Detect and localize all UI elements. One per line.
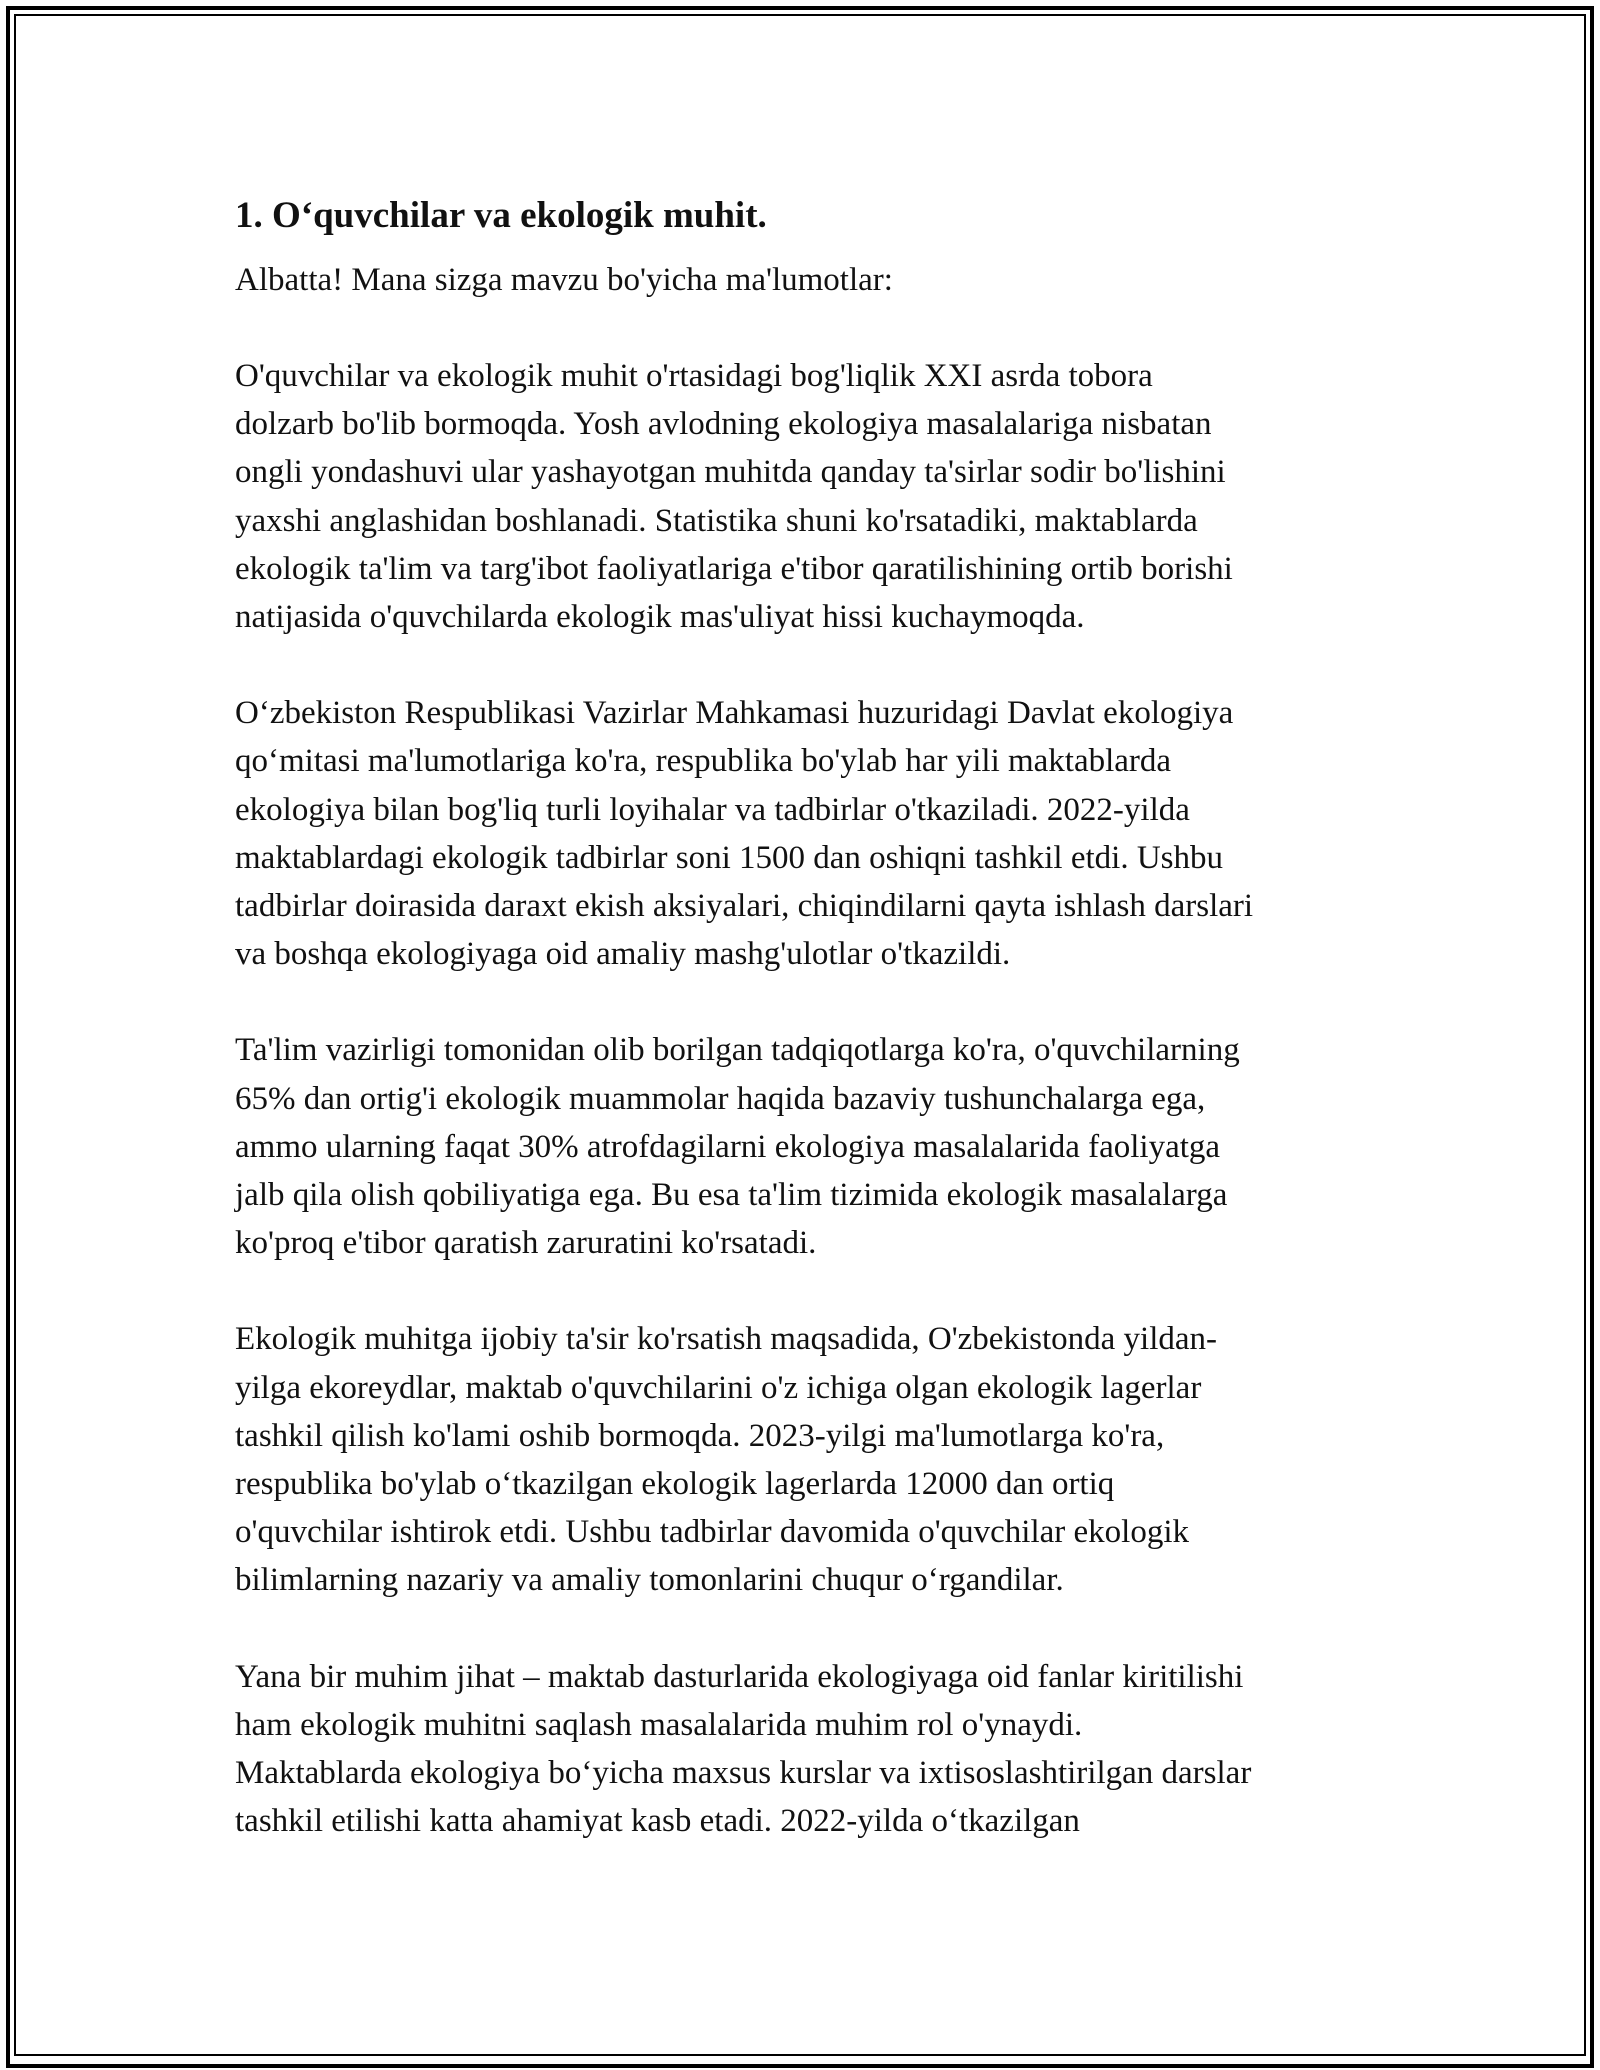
text-line: natijasida o'quvchilarda ekologik mas'uliyat hissi kuchaymoqda.: [235, 599, 1085, 636]
text-line: O‘zbekiston Respublikasi Vazirlar Mahkamasi huzuridagi Davlat ekologiya: [235, 695, 1234, 732]
text-line: 65% dan ortig'i ekologik muammolar haqida bazaviy tushunchalarga ega,: [235, 1080, 1206, 1117]
text-line: respublika bo'ylab o‘tkazilgan ekologik lagerlarda 12000 dan ortiq: [235, 1466, 1115, 1503]
text-line: ongli yondashuvi ular yashayotgan muhitda qanday ta'sirlar sodir bo'lishini: [235, 454, 1226, 491]
text-line: ekologik ta'lim va targ'ibot faoliyatlariga e'tibor qaratilishining ortib borishi: [235, 550, 1233, 587]
intro-text: Albatta! Mana sizga mavzu bo'yicha ma'lumotlar:: [235, 262, 893, 298]
paragraph: [235, 689, 1395, 978]
text-line: o'quvchilar ishtirok etdi. Ushbu tadbirlar davomida o'quvchilar ekologik: [235, 1514, 1190, 1551]
text-line: Ekologik muhitga ijobiy ta'sir ko'rsatish maqsadida, O'zbekistonda yildan-: [235, 1321, 1218, 1358]
text-line: Maktablarda ekologiya bo‘yicha maxsus kurslar va ixtisoslashtirilgan darslar: [235, 1755, 1252, 1792]
text-line: ko'proq e'tibor qaratish zaruratini ko'rsatadi.: [235, 1225, 817, 1262]
text-line: Yana bir muhim jihat – maktab dasturlarida ekologiyaga oid fanlar kiritilishi: [235, 1658, 1244, 1695]
text-line: ekologiya bilan bog'liq turli loyihalar va tadbirlar o'tkaziladi. 2022-yilda: [235, 791, 1190, 828]
paragraph: [235, 352, 1395, 641]
text-line: ham ekologik muhitni saqlash masalalarida muhim rol o'ynaydi.: [235, 1706, 1083, 1743]
text-line: O'quvchilar va ekologik muhit o'rtasidagi bog'liqlik XXI asrda tobora: [235, 358, 1153, 394]
text-line: tadbirlar doirasida daraxt ekish aksiyalari, chiqindilarni qayta ishlash darslari: [235, 888, 1254, 925]
text-line: Ta'lim vazirligi tomonidan olib borilgan tadqiqotlarga ko'ra, o'quvchilarning: [235, 1032, 1240, 1069]
text-line: bilimlarning nazariy va amaliy tomonlarini chuqur o‘rgandilar.: [235, 1562, 1064, 1599]
text-line: maktablardagi ekologik tadbirlar soni 1500 dan oshiqni tashkil etdi. Ushbu: [235, 839, 1224, 876]
text-line: dolzarb bo'lib bormoqda. Yosh avlodning ekologiya masalalariga nisbatan: [235, 406, 1212, 443]
text-line: qo‘mitasi ma'lumotlariga ko'ra, respublika bo'ylab har yili maktablarda: [235, 743, 1172, 780]
text-line: yaxshi anglashidan boshlanadi. Statistika shuni ko'rsatadiki, maktablarda: [235, 502, 1198, 539]
text-line: ammo ularning faqat 30% atrofdagilarni ekologiya masalalarida faoliyatga: [235, 1128, 1221, 1165]
text-line: jalb qila olish qobiliyatiga ega. Bu esa ta'lim tizimida ekologik masalalarga: [235, 1177, 1228, 1214]
text-line: yilga ekoreydlar, maktab o'quvchilarini o'z ichiga olgan ekologik lagerlar: [235, 1369, 1202, 1406]
text-line: va boshqa ekologiyaga oid amaliy mashg'ulotlar o'tkazildi.: [235, 936, 1011, 973]
section-heading: 1. O‘quvchilar va ekologik muhit.: [235, 195, 767, 236]
text-line: tashkil qilish ko'lami oshib bormoqda. 2023-yilgi ma'lumotlarga ko'ra,: [235, 1417, 1165, 1454]
paragraph: [235, 1653, 1395, 1846]
paragraph: [235, 1315, 1395, 1604]
text-line: tashkil etilishi katta ahamiyat kasb etadi. 2022-yilda o‘tkazilgan: [235, 1803, 1080, 1840]
paragraph: [235, 1026, 1395, 1267]
document-body: [235, 188, 1395, 1893]
